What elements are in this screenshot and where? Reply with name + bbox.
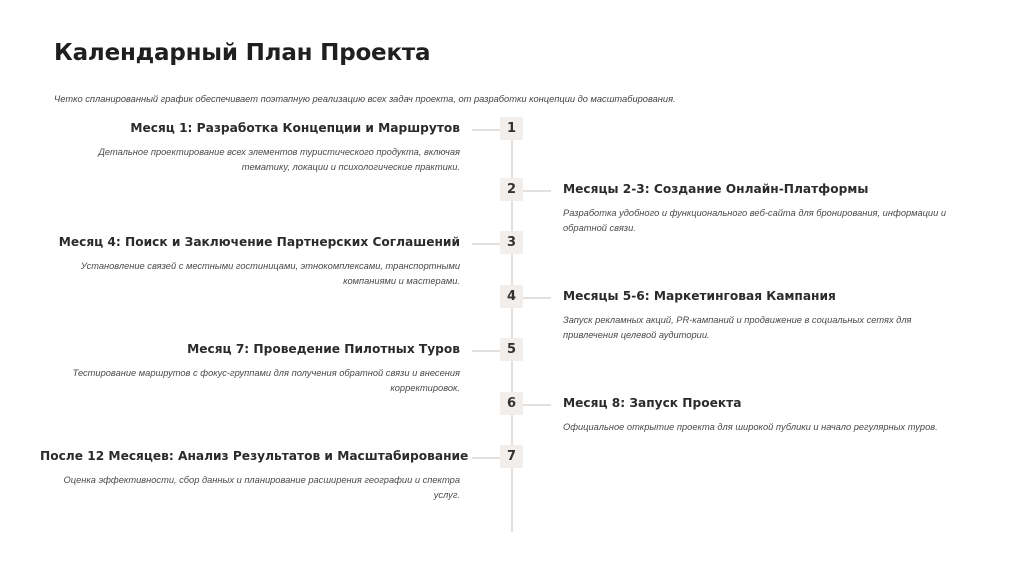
entry-description: Тестирование маршрутов с фокус-группами для получения обратной связи и внесения корректировок. <box>72 368 460 393</box>
step-marker-6: 6 <box>500 392 523 415</box>
connector-3 <box>472 243 500 245</box>
timeline-entry-1 <box>60 121 460 175</box>
entry-title: Месяц 8: Запуск Проекта <box>563 396 742 410</box>
entry-description: Официальное открытие проекта для широкой публики и начало регулярных туров. <box>563 422 938 432</box>
connector-4 <box>523 297 551 299</box>
connector-1 <box>472 129 500 131</box>
entry-title: Месяц 7: Проведение Пилотных Туров <box>187 342 460 356</box>
step-marker-5: 5 <box>500 338 523 361</box>
timeline-entry-4 <box>563 289 923 343</box>
connector-5 <box>472 350 500 352</box>
entry-description: Установление связей с местными гостиницами, этнокомплексами, транспортными компаниями и мастерами. <box>80 261 460 286</box>
entry-description: Оценка эффективности, сбор данных и планирование расширения географии и спектра услуг. <box>63 475 460 500</box>
timeline-entry-6 <box>563 396 983 435</box>
timeline-entry-2 <box>563 182 963 236</box>
page-title: Календарный План Проекта <box>54 40 431 66</box>
step-marker-7: 7 <box>500 445 523 468</box>
entry-title: Месяцы 5-6: Маркетинговая Кампания <box>563 289 836 303</box>
connector-7 <box>472 457 500 459</box>
connector-6 <box>523 404 551 406</box>
entry-description: Детальное проектирование всех элементов туристического продукта, включая тематику, локации и психологические практики. <box>98 147 460 172</box>
entry-title: После 12 Месяцев: Анализ Результатов и Масштабирование <box>40 449 469 463</box>
entry-title: Месяц 1: Разработка Концепции и Маршрутов <box>130 121 460 135</box>
timeline-entry-3 <box>40 235 460 289</box>
entry-title: Месяцы 2-3: Создание Онлайн-Платформы <box>563 182 869 196</box>
timeline-entry-7 <box>40 449 469 503</box>
step-marker-4: 4 <box>500 285 523 308</box>
step-marker-2: 2 <box>500 178 523 201</box>
timeline-entry-5 <box>40 342 460 396</box>
step-marker-3: 3 <box>500 231 523 254</box>
page-subtitle: Четко спланированный график обеспечивает поэтапную реализацию всех задач проекта, от разработки концепции до масштабирования. <box>54 94 676 104</box>
entry-title: Месяц 4: Поиск и Заключение Партнерских Соглашений <box>58 235 460 249</box>
connector-2 <box>523 190 551 192</box>
entry-description: Запуск рекламных акций, PR-кампаний и продвижение в социальных сетях для привлечения целевой аудитории. <box>563 315 912 340</box>
entry-description: Разработка удобного и функционального веб-сайта для бронирования, информации и обратной связи. <box>563 208 947 233</box>
step-marker-1: 1 <box>500 117 523 140</box>
